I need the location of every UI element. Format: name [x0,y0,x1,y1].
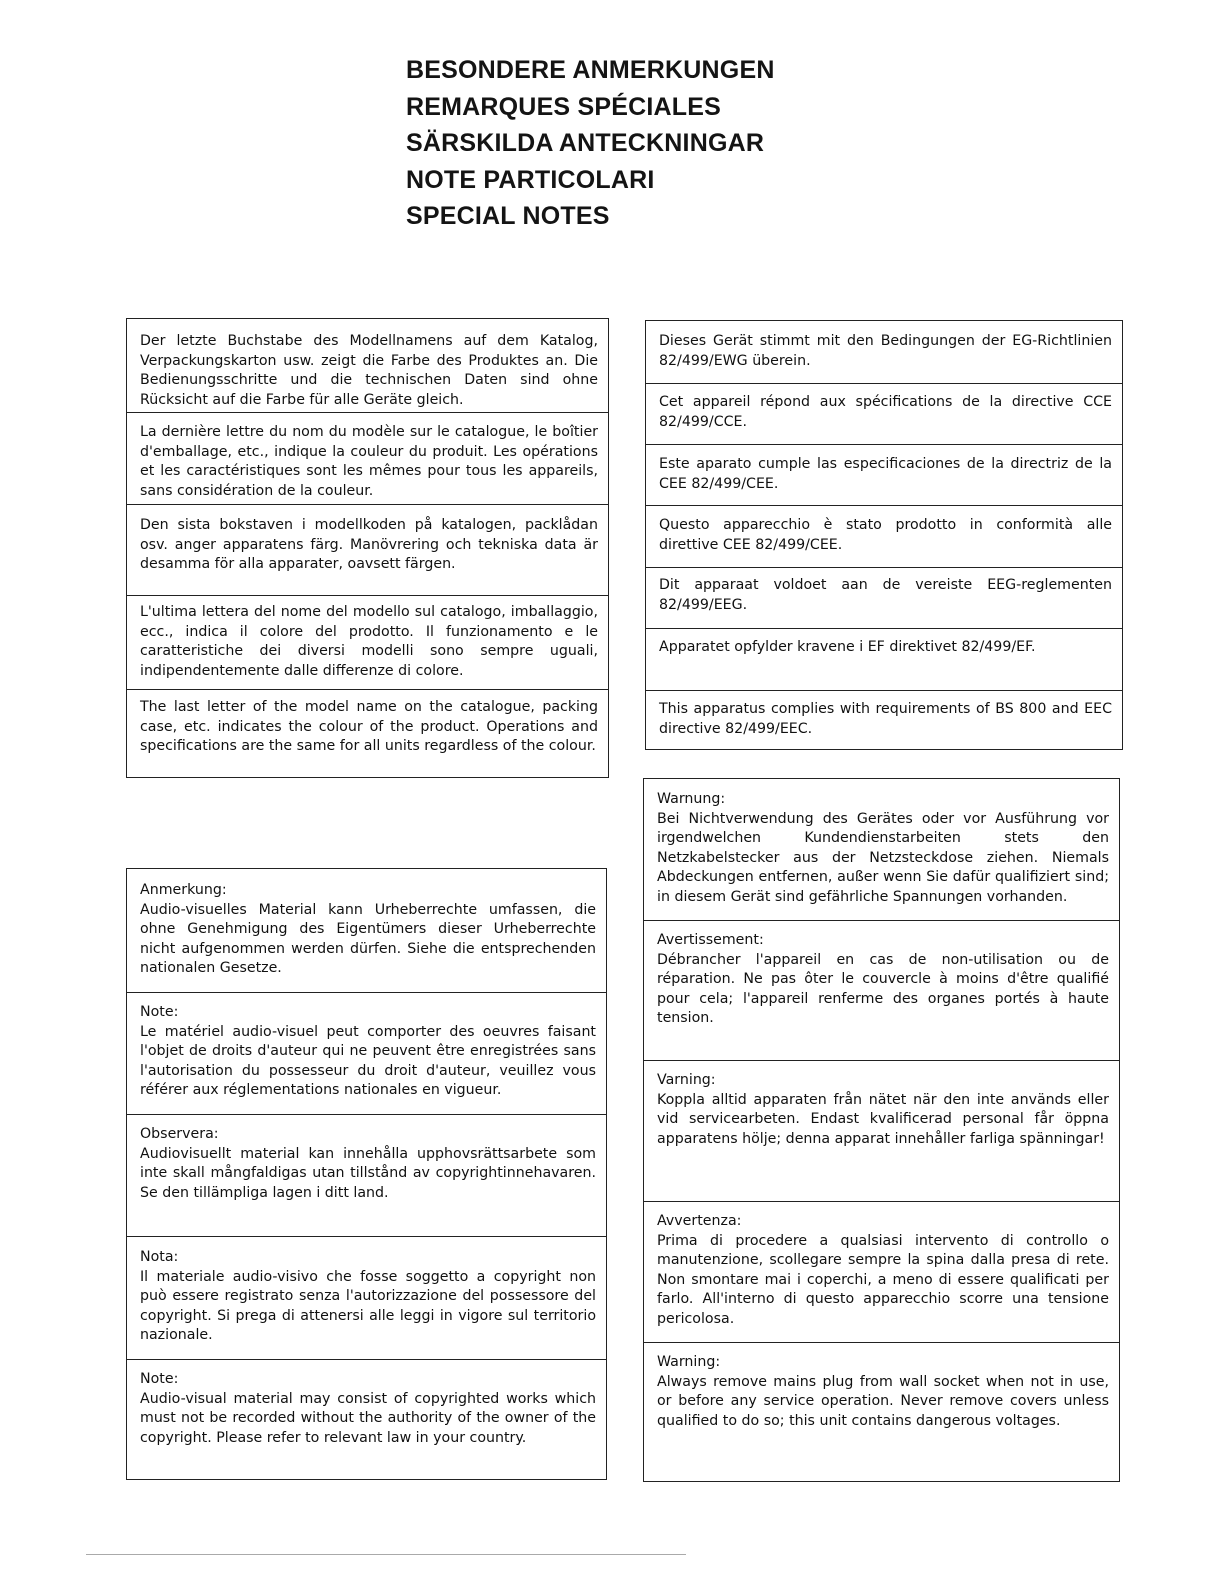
warning-heading-swedish: Varning: [657,1072,716,1088]
copyright-heading-swedish: Observera: [140,1126,219,1142]
colour-note-swedish: Den sista bokstaven i modellkoden på katalogen, packlådan osv. anger apparatens färg. Manövrering och tekniska data är desamma för alla apparater, oavsett färgen. [127,504,608,595]
directive-note-dutch: Dit apparaat voldoet aan de vereiste EEG-reglementen 82/499/EEG. [646,567,1122,628]
title-french: REMARQUES SPÉCIALES [406,92,721,121]
copyright-note-german [127,869,606,992]
copyright-text-german: Audio-visuelles Material kann Urheberrechte umfassen, die ohne Genehmigung des Eigentümers dieser Urheberrechte nicht aufgenommen werden dürfen. Siehe die entsprechenden nationalen Gesetze. [140,901,596,977]
warning-note-french [644,920,1119,1060]
copyright-note-swedish [127,1114,606,1236]
copyright-heading-english: Note: [140,1371,179,1387]
directive-notes-box [645,320,1123,750]
title-italian: NOTE PARTICOLARI [406,165,655,194]
warning-note-swedish [644,1060,1119,1201]
colour-note-italian: L'ultima lettera del nome del modello sul catalogo, imballaggio, ecc., indica il colore del prodotto. Il funzionamento e le caratteristiche dei diversi modelli sono sempre uguali, indipendentemente dalle differenze di colore. [127,595,608,689]
copyright-note-english [127,1359,606,1481]
title-swedish: SÄRSKILDA ANTECKNINGAR [406,129,765,157]
copyright-text-english: Audio-visual material may consist of copyrighted works which must not be recorded without the authority of the owner of the copyright. Please refer to relevant law in your country. [140,1390,596,1446]
colour-note-french: La dernière lettre du nom du modèle sur le catalogue, le boîtier d'emballage, etc., indique la couleur du produit. Les opérations et les caractéristiques sont les mêmes pour tous les appareils, sans considération de la couleur. [127,412,608,504]
warning-text-english: Always remove mains plug from wall socket when not in use, or before any service operation. Never remove covers unless qualified to do so; this unit contains dangerous voltages. [657,1373,1109,1429]
warning-text-italian: Prima di procedere a qualsiasi intervento di controllo o manutenzione, scollegare sempre la spina dalla presa di rete. Non smontare mai i coperchi, a meno di essere qualificati per farlo. All'interno di questo apparecchio scorre una tensione pericolosa. [657,1232,1109,1327]
copyright-text-french: Le matériel audio-visuel peut comporter des oeuvres faisant l'objet de droits d'auteur qui ne peuvent être enregistrées sans l'autorisation du possesseur du droit d'auteur, veuillez vous référer aux réglementations nationales en vigueur. [140,1023,596,1099]
directive-note-spanish: Este aparato cumple las especificaciones de la directriz de la CEE 82/499/CEE. [646,444,1122,505]
colour-note-english: The last letter of the model name on the catalogue, packing case, etc. indicates the colour of the product. Operations and specifications are the same for all units regardless of the colour. [127,689,608,779]
title-block [406,52,775,235]
directive-note-english: This apparatus complies with requirements of BS 800 and EEC directive 82/499/EEC. [646,690,1122,751]
warning-text-swedish: Koppla alltid apparaten från nätet när den inte används eller vid servicearbeten. Endast kvalificerad personal får öppna apparatens hölje; denna apparat innehåller farliga spänningar! [657,1091,1109,1147]
warning-notes-box [643,778,1120,1482]
copyright-heading-italian: Nota: [140,1249,179,1265]
warning-heading-french: Avertissement: [657,932,764,948]
copyright-text-italian: Il materiale audio-visivo che fosse soggetto a copyright non può essere registrato senza l'autorizzazione del possessore del copyright. Si prega di attenersi alle leggi in vigore sul territorio nazionale. [140,1268,596,1344]
warning-note-german [644,779,1119,920]
warning-heading-italian: Avvertenza: [657,1213,742,1229]
copyright-notes-box [126,868,607,1480]
directive-note-french: Cet appareil répond aux spécifications de la directive CCE 82/499/CCE. [646,383,1122,444]
copyright-text-swedish: Audiovisuellt material kan innehålla upphovsrättsarbete som inte skall mångfaldigas utan tillstånd av copyrightinnehavaren. Se den tillämpliga lagen i ditt land. [140,1145,596,1201]
warning-text-german: Bei Nichtverwendung des Gerätes oder vor Ausführung vor irgendwelchen Kundendienstarbeiten stets den Netzkabelstecker aus der Netzsteckdose ziehen. Niemals Abdeckungen entfernen, außer wenn Sie dafür qualifiziert sind; in diesem Gerät sind gefährliche Spannungen vorhanden. [657,810,1109,905]
warning-heading-german: Warnung: [657,791,726,807]
directive-note-danish: Apparatet opfylder kravene i EF direktivet 82/499/EF. [646,628,1122,690]
directive-note-italian: Questo apparecchio è stato prodotto in conformità alle direttive CEE 82/499/CEE. [646,505,1122,567]
warning-heading-english: Warning: [657,1354,721,1370]
title-german: BESONDERE ANMERKUNGEN [406,56,775,84]
copyright-note-italian [127,1236,606,1359]
directive-note-german: Dieses Gerät stimmt mit den Bedingungen der EG-Richtlinien 82/499/EWG überein. [659,333,1112,369]
colour-notes-box [126,318,609,778]
title-english: SPECIAL NOTES [406,202,610,230]
copyright-note-french [127,992,606,1114]
colour-note-german: Der letzte Buchstabe des Modellnamens auf dem Katalog, Verpackungskarton usw. zeigt die Farbe des Produktes an. Die Bedienungsschritte und die technischen Daten sind ohne Rücksicht auf die Farbe für alle Geräte gleich. [140,333,598,408]
copyright-heading-french: Note: [140,1004,179,1020]
warning-note-italian [644,1201,1119,1342]
footer-rule [86,1554,686,1555]
warning-note-english [644,1342,1119,1483]
warning-text-french: Débrancher l'appareil en cas de non-utilisation ou de réparation. Ne pas ôter le couvercle à moins d'être qualifié pour cela; l'appareil renferme des organes portés à haute tension. [657,951,1109,1027]
copyright-heading-german: Anmerkung: [140,882,227,898]
